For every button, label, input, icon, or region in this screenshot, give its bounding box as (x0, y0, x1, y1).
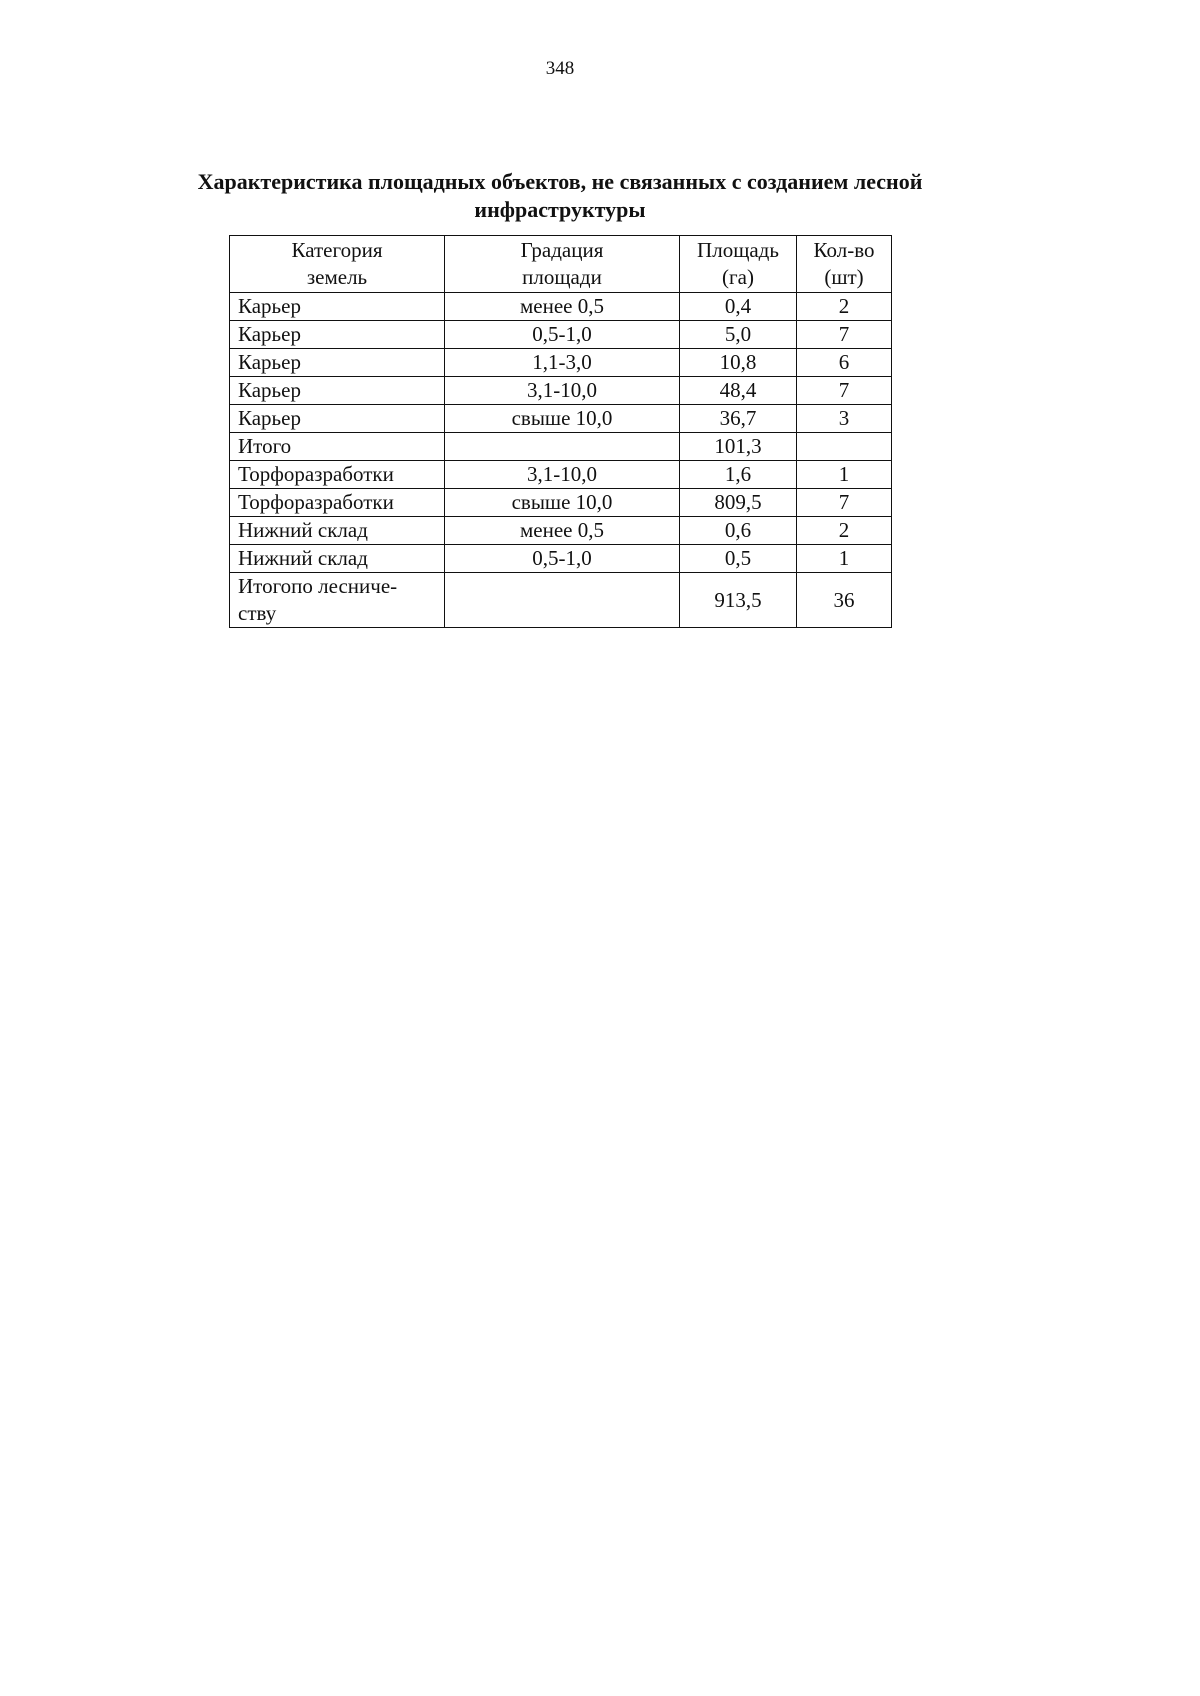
cell-category: Нижний склад (230, 545, 445, 573)
cell-gradation: 3,1-10,0 (445, 461, 680, 489)
cell-gradation: 0,5-1,0 (445, 545, 680, 573)
cell-count: 7 (797, 489, 892, 517)
cell-gradation: менее 0,5 (445, 517, 680, 545)
cell-count: 3 (797, 405, 892, 433)
table-title (150, 168, 970, 224)
cell-count: 2 (797, 517, 892, 545)
header-category (230, 236, 445, 293)
header-count-line-2: (шт) (824, 265, 864, 289)
page-number: 348 (545, 58, 575, 79)
cell-count: 7 (797, 377, 892, 405)
land-objects-table (229, 235, 892, 628)
table-row (230, 461, 892, 489)
cell-area: 10,8 (680, 349, 797, 377)
cell-category: Карьер (230, 405, 445, 433)
cell-category: Карьер (230, 377, 445, 405)
header-gradation-line-1: Градация (520, 238, 604, 262)
subtotal-row (230, 433, 892, 461)
table-row (230, 293, 892, 321)
cell-category: Карьер (230, 321, 445, 349)
table-row (230, 517, 892, 545)
header-gradation (445, 236, 680, 293)
cell-area: 0,5 (680, 545, 797, 573)
cell-total-area: 913,5 (680, 573, 797, 628)
cell-category: Торфоразработки (230, 461, 445, 489)
cell-gradation: менее 0,5 (445, 293, 680, 321)
table-title-line-2: инфраструктуры (474, 197, 646, 222)
total-label-line-2: ству (238, 601, 277, 625)
cell-category: Карьер (230, 349, 445, 377)
header-area-line-2: (га) (722, 265, 754, 289)
cell-count: 2 (797, 293, 892, 321)
cell-category: Итого (230, 433, 445, 461)
cell-gradation (445, 573, 680, 628)
cell-total-count: 36 (797, 573, 892, 628)
cell-area: 5,0 (680, 321, 797, 349)
table-row (230, 405, 892, 433)
cell-area: 36,7 (680, 405, 797, 433)
cell-gradation: 1,1-3,0 (445, 349, 680, 377)
cell-gradation: свыше 10,0 (445, 489, 680, 517)
table-header-row (230, 236, 892, 293)
total-label-line-1: Итогопо лесниче- (238, 574, 398, 598)
cell-area: 0,6 (680, 517, 797, 545)
cell-gradation: 3,1-10,0 (445, 377, 680, 405)
cell-count: 1 (797, 461, 892, 489)
header-gradation-line-2: площади (522, 265, 602, 289)
header-category-line-2: земель (306, 265, 368, 289)
cell-gradation: 0,5-1,0 (445, 321, 680, 349)
total-row (230, 573, 892, 628)
cell-category: Нижний склад (230, 517, 445, 545)
cell-count: 1 (797, 545, 892, 573)
cell-category: Торфоразработки (230, 489, 445, 517)
table-row (230, 489, 892, 517)
header-count-line-1: Кол-во (813, 238, 875, 262)
cell-count (797, 433, 892, 461)
header-count (797, 236, 892, 293)
table-row (230, 377, 892, 405)
cell-area: 0,4 (680, 293, 797, 321)
cell-count: 6 (797, 349, 892, 377)
cell-area: 809,5 (680, 489, 797, 517)
table-row (230, 349, 892, 377)
table-row (230, 545, 892, 573)
header-area (680, 236, 797, 293)
header-area-line-1: Площадь (697, 238, 779, 262)
cell-area: 101,3 (680, 433, 797, 461)
cell-total-label (230, 573, 445, 628)
cell-gradation: свыше 10,0 (445, 405, 680, 433)
cell-area: 1,6 (680, 461, 797, 489)
cell-area: 48,4 (680, 377, 797, 405)
cell-gradation (445, 433, 680, 461)
table-title-line-1: Характеристика площадных объектов, не связанных с созданием лесной (197, 169, 923, 194)
header-category-line-1: Категория (291, 238, 383, 262)
cell-count: 7 (797, 321, 892, 349)
table-row (230, 321, 892, 349)
cell-category: Карьер (230, 293, 445, 321)
